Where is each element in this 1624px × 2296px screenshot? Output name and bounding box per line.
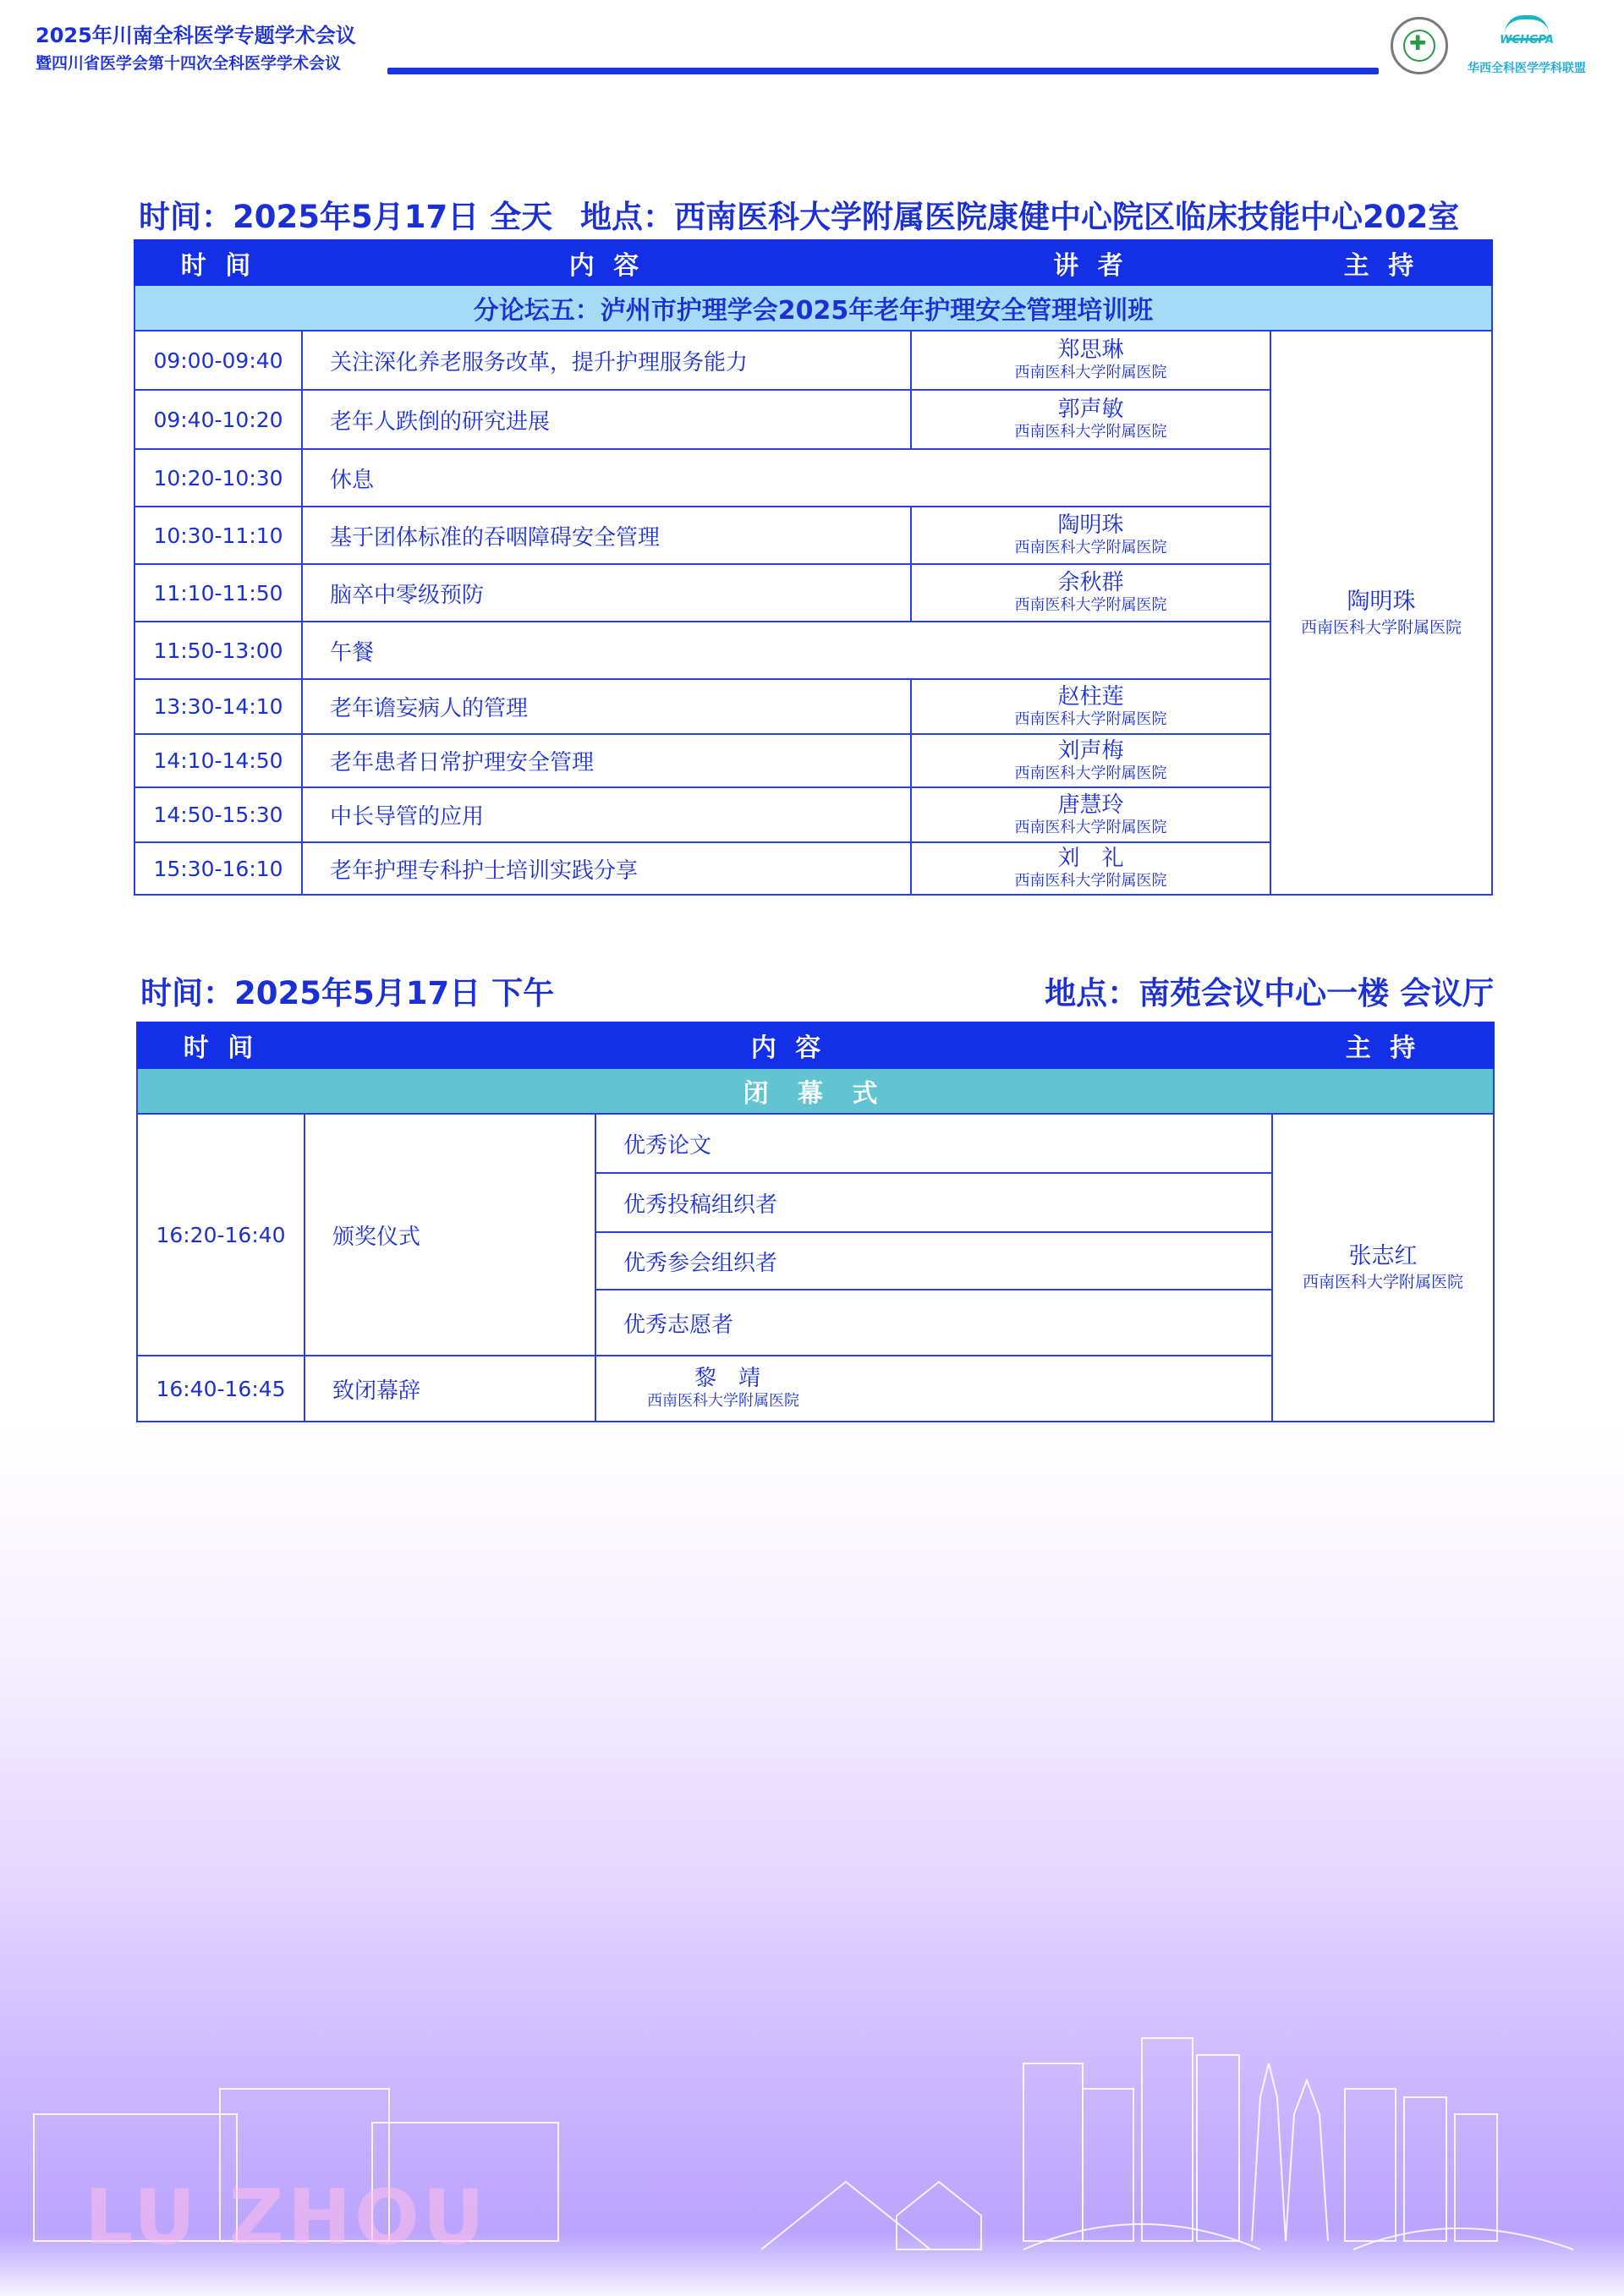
speaker-affiliation: 西南医科大学附属医院 [1014, 596, 1167, 614]
row-speaker [911, 390, 1270, 449]
wchgpa-logo [1463, 15, 1590, 79]
row-speaker [911, 507, 1270, 564]
speaker-name: 郭声敏 [1057, 397, 1124, 422]
speaker-name: 陶明珠 [1057, 512, 1124, 538]
row-topic: 老年护理专科护士培训实践分享 [302, 842, 911, 895]
forum-band-row [134, 285, 1492, 331]
host-affiliation: 西南医科大学附属医院 [1303, 1273, 1464, 1291]
logo-abbr: WCHGPA [1500, 34, 1554, 47]
col-time: 时 间 [134, 240, 302, 285]
row-speaker [911, 679, 1270, 734]
row-topic: 中长导管的应用 [302, 787, 911, 842]
forum-title: 分论坛五：泸州市护理学会2025年老年护理安全管理培训班 [134, 285, 1492, 331]
row-time: 10:30-11:10 [134, 507, 302, 564]
row-time: 15:30-16:10 [134, 842, 302, 895]
row-time: 14:10-14:50 [134, 734, 302, 787]
row-time: 10:20-10:30 [134, 449, 302, 507]
host-cell [1272, 1114, 1494, 1422]
speaker-affiliation: 西南医科大学附属医院 [1014, 710, 1167, 728]
row-speaker [911, 787, 1270, 842]
row-speaker [911, 734, 1270, 787]
col-host: 主 持 [1270, 240, 1492, 285]
host-name: 张志红 [1348, 1243, 1418, 1269]
speaker-name: 唐慧玲 [1057, 792, 1124, 818]
col-speaker: 讲 者 [911, 240, 1270, 285]
speaker-name: 余秋群 [1057, 570, 1124, 595]
table-row [137, 1114, 1494, 1173]
closing-speaker [595, 1356, 1272, 1422]
row-time: 09:40-10:20 [134, 390, 302, 449]
table-header-row [134, 240, 1492, 285]
award-item: 优秀志愿者 [595, 1290, 1272, 1356]
row-topic: 休息 [302, 449, 1270, 507]
award-time: 16:20-16:40 [137, 1114, 304, 1356]
row-topic: 基于团体标准的吞咽障碍安全管理 [302, 507, 911, 564]
row-topic: 老年人跌倒的研究进展 [302, 390, 911, 449]
row-topic: 老年患者日常护理安全管理 [302, 734, 911, 787]
row-time: 11:10-11:50 [134, 564, 302, 622]
speaker-name: 刘声梅 [1057, 737, 1124, 764]
speaker-affiliation: 西南医科大学附属医院 [1014, 818, 1167, 836]
row-time: 09:00-09:40 [134, 331, 302, 390]
section1-time: 时间：2025年5月17日 全天 [139, 199, 553, 235]
speaker-affiliation: 西南医科大学附属医院 [1014, 539, 1167, 556]
schedule-table-1 [134, 239, 1493, 896]
host-affiliation: 西南医科大学附属医院 [1300, 617, 1462, 637]
conference-subtitle: 暨四川省医学会第十四次全科医学学术会议 [36, 54, 342, 73]
col-time: 时 间 [137, 1022, 304, 1068]
speaker-name: 刘 礼 [1057, 846, 1124, 871]
section2-time: 时间：2025年5月17日 下午 [140, 975, 555, 1011]
closing-ceremony-title: 闭 幕 式 [137, 1068, 1494, 1114]
speaker-affiliation: 西南医科大学附属医院 [1014, 764, 1167, 782]
col-host: 主 持 [1272, 1022, 1494, 1068]
table-header-row [137, 1022, 1494, 1068]
luzhou-watermark: LU ZHOU [85, 2173, 488, 2262]
closing-band-row [137, 1068, 1494, 1114]
schedule-table-2 [136, 1022, 1495, 1422]
header-divider [387, 68, 1379, 74]
closing-time: 16:40-16:45 [137, 1356, 304, 1422]
row-topic: 脑卒中零级预防 [302, 564, 911, 622]
speaker-affiliation: 西南医科大学附属医院 [1014, 872, 1167, 890]
medical-association-seal-icon: ✚ [1391, 17, 1448, 74]
section1-place: 地点：西南医科大学附属医院康健中心院区临床技能中心202室 [580, 199, 1460, 235]
speaker-affiliation: 西南医科大学附属医院 [1014, 364, 1167, 381]
award-title: 颁奖仪式 [304, 1114, 595, 1356]
row-speaker [911, 842, 1270, 895]
row-speaker [911, 564, 1270, 622]
host-cell [1270, 331, 1492, 895]
row-time: 13:30-14:10 [134, 679, 302, 734]
row-topic: 午餐 [302, 622, 1270, 679]
award-item: 优秀论文 [595, 1114, 1272, 1173]
page-header [0, 0, 1624, 93]
table-row [134, 331, 1492, 390]
section2-place: 地点：南苑会议中心一楼 会议厅 [1045, 975, 1494, 1011]
closing-title: 致闭幕辞 [304, 1356, 595, 1422]
speaker-name: 郑思琳 [1057, 337, 1124, 363]
award-item: 优秀参会组织者 [595, 1232, 1272, 1290]
host-name: 陶明珠 [1347, 588, 1416, 615]
speaker-name: 黎 靖 [694, 1366, 761, 1391]
speaker-name: 赵柱莲 [1057, 683, 1124, 710]
logo-name: 华西全科医学学科联盟 [1468, 62, 1586, 75]
row-time: 14:50-15:30 [134, 787, 302, 842]
speaker-affiliation: 西南医科大学附属医院 [1014, 423, 1167, 441]
conference-title: 2025年川南全科医学专题学术会议 [36, 24, 356, 47]
row-topic: 关注深化养老服务改革，提升护理服务能力 [302, 331, 911, 390]
award-item: 优秀投稿组织者 [595, 1173, 1272, 1232]
col-content: 内 容 [304, 1022, 1272, 1068]
row-time: 11:50-13:00 [134, 622, 302, 679]
speaker-affiliation: 西南医科大学附属医院 [647, 1392, 799, 1410]
row-topic: 老年谵妄病人的管理 [302, 679, 911, 734]
col-content: 内 容 [302, 240, 911, 285]
row-speaker [911, 331, 1270, 390]
